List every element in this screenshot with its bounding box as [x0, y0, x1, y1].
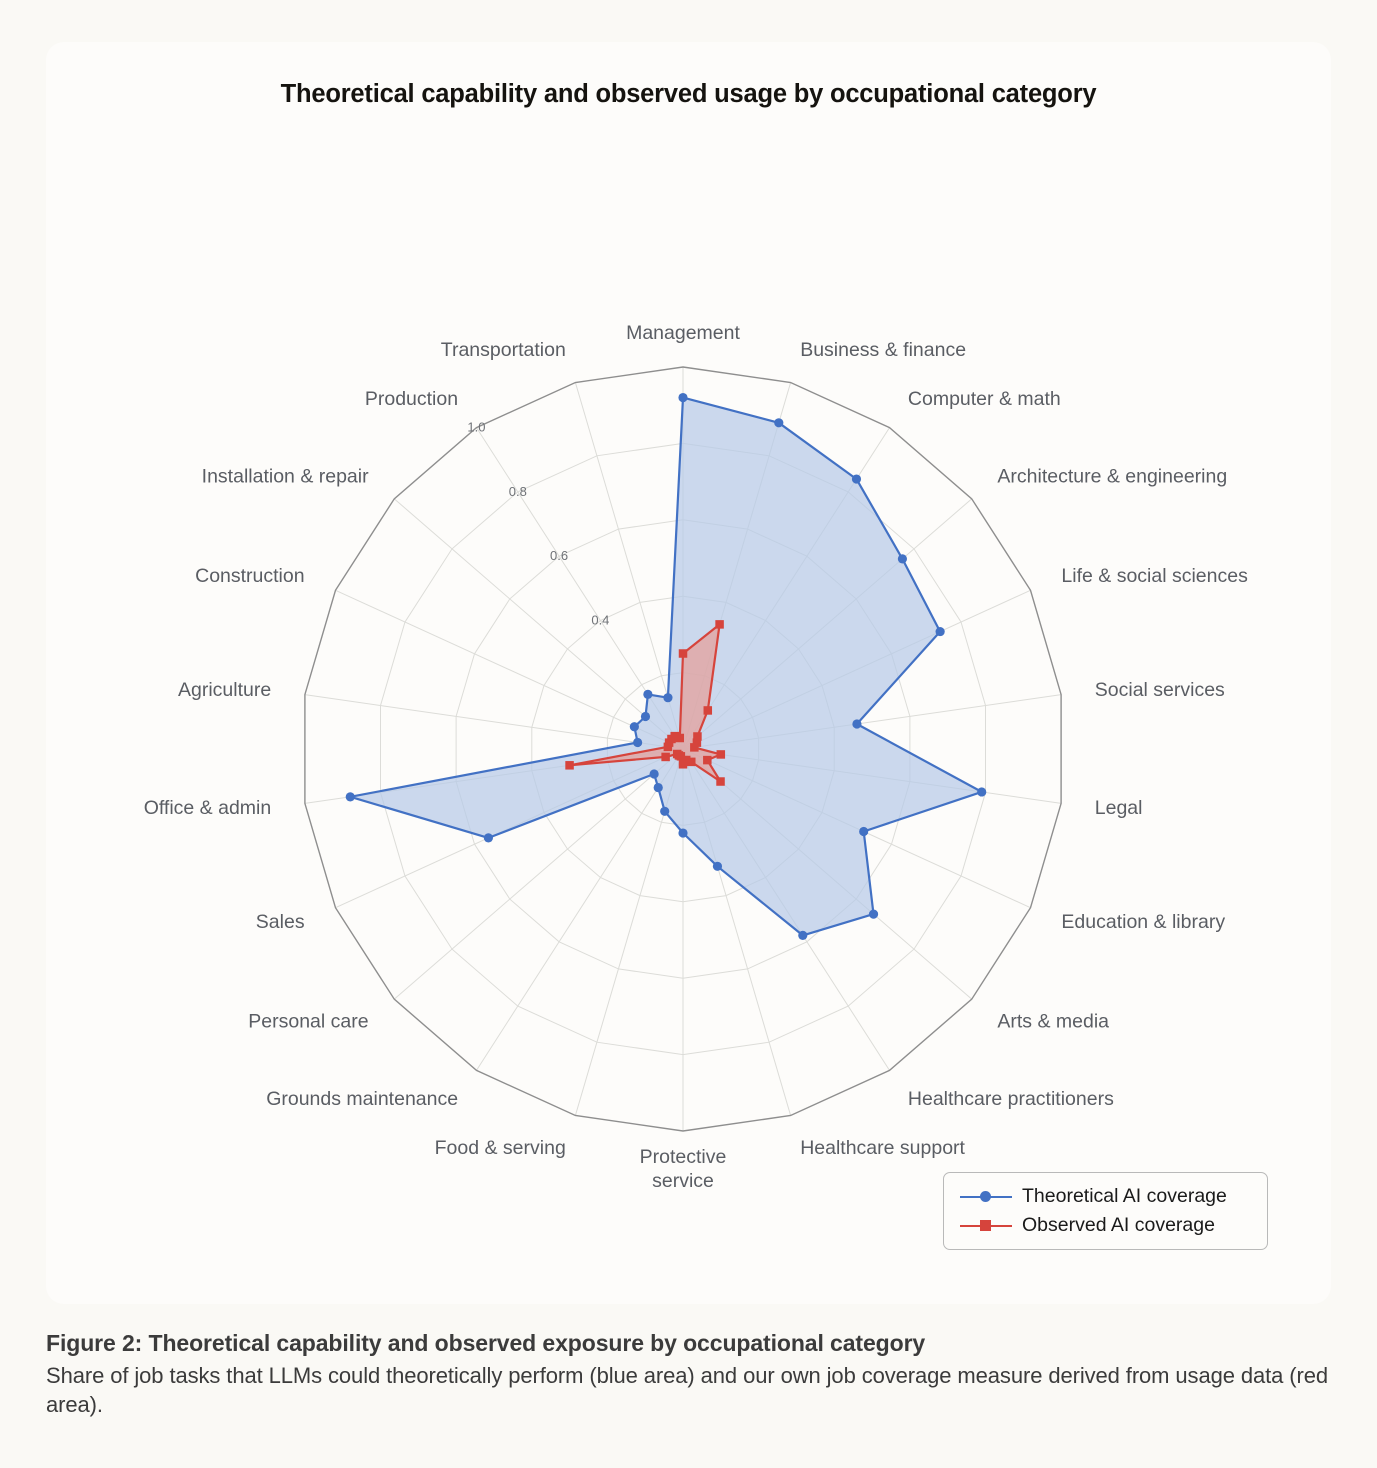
data-point-marker	[660, 807, 669, 816]
data-point-marker	[679, 760, 688, 769]
axis-category-label: Construction	[195, 565, 305, 588]
data-point-marker	[663, 693, 672, 702]
chart-title: Theoretical capability and observed usage by occupational category	[280, 80, 1097, 108]
data-point-marker	[650, 769, 659, 778]
axis-category-label: Architecture & engineering	[997, 465, 1228, 488]
axis-category-label: Transportation	[440, 338, 566, 361]
data-point-marker	[716, 777, 725, 786]
data-point-marker	[679, 649, 688, 658]
axis-category-label: Production	[364, 388, 459, 411]
data-point-marker	[715, 620, 724, 629]
data-point-marker	[643, 690, 652, 699]
data-point-marker	[678, 828, 687, 837]
data-point-marker	[852, 719, 861, 728]
legend-item-observed	[958, 1211, 1253, 1240]
legend-symbol-line-square	[958, 1216, 1014, 1236]
data-point-marker	[703, 756, 712, 765]
radar-spoke	[394, 499, 683, 749]
data-point-marker	[852, 474, 861, 483]
data-point-marker	[346, 792, 355, 801]
legend-label-theoretical: Theoretical AI coverage	[1022, 1185, 1227, 1207]
data-point-marker	[690, 743, 699, 752]
data-point-marker	[859, 827, 868, 836]
radar-series-theoretical	[350, 398, 981, 936]
axis-category-label: Food & serving	[434, 1137, 566, 1160]
data-point-marker	[661, 753, 670, 762]
axis-category-label: Business & finance	[800, 338, 967, 361]
axis-category-label: Grounds maintenance	[266, 1087, 459, 1110]
caption-body: Share of job tasks that LLMs could theoretically perform (blue area) and our own job coverage measure derived from usage data (red area).	[46, 1363, 1329, 1418]
axis-category-label: Agriculture	[178, 678, 272, 701]
data-point-marker	[654, 783, 663, 792]
axis-category-label: Healthcare support	[800, 1137, 965, 1160]
axis-category-label: Legal	[1094, 797, 1143, 820]
radial-tick-label: 1.0	[467, 419, 486, 435]
data-point-marker	[676, 734, 685, 743]
axis-category-label: Life & social sciences	[1061, 565, 1248, 588]
axis-category-label: Office & admin	[143, 797, 272, 820]
data-point-marker	[630, 722, 639, 731]
data-point-marker	[774, 418, 783, 427]
data-point-marker	[977, 787, 986, 796]
data-point-marker	[484, 833, 493, 842]
axis-category-label: Sales	[255, 910, 305, 933]
figure-caption	[46, 1330, 1336, 1420]
data-point-marker	[678, 393, 687, 402]
axis-category-label: Arts & media	[997, 1010, 1110, 1033]
radar-spoke	[305, 695, 683, 749]
axis-category-label: Installation & repair	[201, 465, 369, 488]
data-point-marker	[798, 931, 807, 940]
legend-symbol-line-circle	[958, 1187, 1014, 1207]
axis-category-label: Healthcare practitioners	[907, 1087, 1114, 1110]
radial-tick-label: 0.8	[508, 483, 527, 499]
axis-category-label: Personal care	[248, 1010, 369, 1033]
data-point-marker	[936, 627, 945, 636]
radar-svg	[46, 42, 1331, 1304]
axis-category-label: Protective service	[639, 1146, 727, 1192]
chart-legend	[943, 1172, 1268, 1250]
data-point-marker	[641, 712, 650, 721]
data-point-marker	[898, 554, 907, 563]
radar-chart	[46, 42, 1331, 1304]
data-point-marker	[633, 738, 642, 747]
legend-item-theoretical	[958, 1182, 1253, 1211]
chart-card	[46, 42, 1331, 1304]
radial-tick-label: 0.4	[591, 612, 610, 628]
data-point-marker	[673, 750, 682, 759]
legend-label-observed: Observed AI coverage	[1022, 1214, 1215, 1236]
axis-category-label: Social services	[1094, 678, 1225, 701]
data-point-marker	[713, 862, 722, 871]
data-point-marker	[717, 750, 726, 759]
radial-tick-label: 0.6	[550, 548, 569, 564]
axis-category-label: Management	[626, 322, 740, 344]
caption-title: Figure 2: Theoretical capability and observed exposure by occupational category	[46, 1330, 926, 1356]
data-point-marker	[869, 910, 878, 919]
axis-category-label: Education & library	[1061, 910, 1226, 933]
data-point-marker	[565, 761, 574, 770]
axis-category-label: Computer & math	[907, 388, 1061, 411]
data-point-marker	[704, 706, 713, 715]
